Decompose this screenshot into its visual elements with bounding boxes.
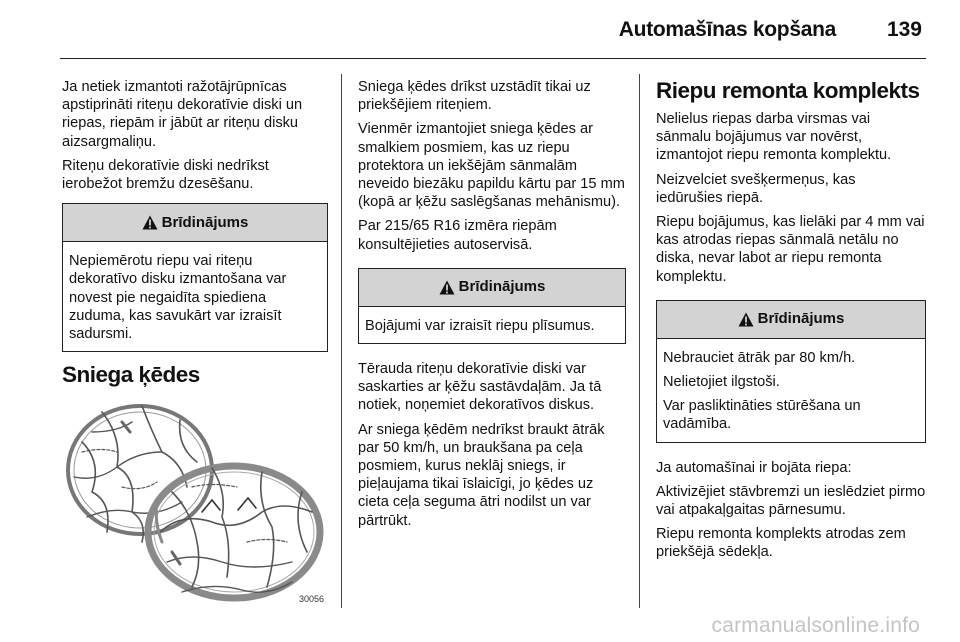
paragraph: Ar sniega ķēdēm nedrīkst braukt ātrāk par 50 km/h, un braukšana pa ceļa posmiem, kurus neklāj sniegs, ir pieļaujama tikai īslaicīgi, jo ķēdes uz cieta ceļa seguma ātri nodilst un var pārtrūkt. [358, 421, 605, 529]
section-heading: Riepu remonta komplekts [656, 78, 920, 103]
warning-title: Brīdinājums [161, 213, 249, 231]
column-3 [656, 78, 926, 568]
column-divider-1 [341, 74, 342, 608]
warning-text: Nepiemērotu riepu vai riteņu dekoratīvo disku izmantošana var novest pie negaidīta spiediena zuduma, kas savukārt var izraisīt sadursmi. [69, 253, 287, 343]
paragraph: Riepu bojājumus, kas lielāki par 4 mm vai kas atrodas riepas sānmalā netālu no diska, nevar labot ar riepu remonta komplektu. [656, 214, 925, 285]
warning-text: Bojājumi var izraisīt riepu plīsumus. [365, 317, 595, 334]
warning-text: Nelietojiet ilgstoši. [663, 374, 780, 391]
warning-triangle-icon [738, 312, 754, 327]
paragraph: Nelielus riepas darba virsmas vai sānmalu bojājumus var novērst, izmantojot riepu remonta komplektu. [656, 111, 892, 164]
paragraph: Tērauda riteņu dekoratīvie diski var saskarties ar ķēžu sastāvdaļām. Ja tā notiek, noņemiet dekoratīvos diskus. [358, 361, 602, 414]
column-2 [358, 78, 626, 536]
page-header [60, 0, 926, 60]
warning-box [358, 268, 626, 344]
paragraph: Ja netiek izmantoti ražotājrūpnīcas apstiprināti riteņu dekoratīvie diski un riepas, riepām ir jābūt ar riteņu disku aizsargmaliņu. [62, 79, 303, 150]
column-divider-2 [639, 74, 640, 608]
warning-triangle-icon [439, 280, 455, 295]
snow-chains-illustration [62, 392, 328, 610]
warning-triangle-icon [142, 215, 158, 230]
paragraph: Par 215/65 R16 izmēra riepām konsultējieties autoservisā. [358, 218, 557, 253]
paragraph: Riteņu dekoratīvie diski nedrīkst ierobežot bremžu dzesēšanu. [62, 157, 269, 193]
page-number: 139 [886, 18, 922, 41]
header-divider [60, 58, 926, 59]
warning-header [63, 204, 327, 242]
warning-box [656, 300, 926, 443]
warning-title: Brīdinājums [757, 310, 845, 328]
paragraph: Aktivizējiet stāvbremzi un ieslēdziet pirmo vai atpakaļgaitas pārnesumu. [656, 483, 926, 519]
warning-text: Var pasliktināties stūrēšana un vadāmība. [663, 398, 861, 433]
section-heading: Sniega ķēdes [62, 362, 200, 388]
column-1 [62, 78, 328, 610]
paragraph: Sniega ķēdes drīkst uzstādīt tikai uz priekšējiem riteņiem. [358, 79, 591, 114]
warning-box [62, 203, 328, 352]
paragraph: Riepu remonta komplekts atrodas zem priekšējā sēdekļa. [656, 526, 906, 561]
paragraph: Vienmēr izmantojiet sniega ķēdes ar smalkiem posmiem, kas uz riepu protektora un iekšējām sānmalām neveido biezāku papildu kārtu par 15 mm (kopā ar ķēžu saslēgšanas mehānismu). [358, 121, 625, 211]
warning-header [359, 269, 625, 307]
snow-chains-drawing [62, 392, 328, 610]
watermark: carmanualsonline.info [711, 614, 920, 637]
paragraph: Ja automašīnai ir bojāta riepa: [656, 459, 852, 476]
warning-title: Brīdinājums [458, 278, 546, 296]
page-title: Automašīnas kopšana [618, 18, 836, 41]
warning-header [657, 301, 925, 339]
paragraph: Neizvelciet svešķermeņus, kas iedūrušies riepā. [656, 171, 856, 206]
figure-code: 30056 [298, 594, 324, 605]
warning-text: Nebrauciet ātrāk par 80 km/h. [663, 349, 856, 366]
